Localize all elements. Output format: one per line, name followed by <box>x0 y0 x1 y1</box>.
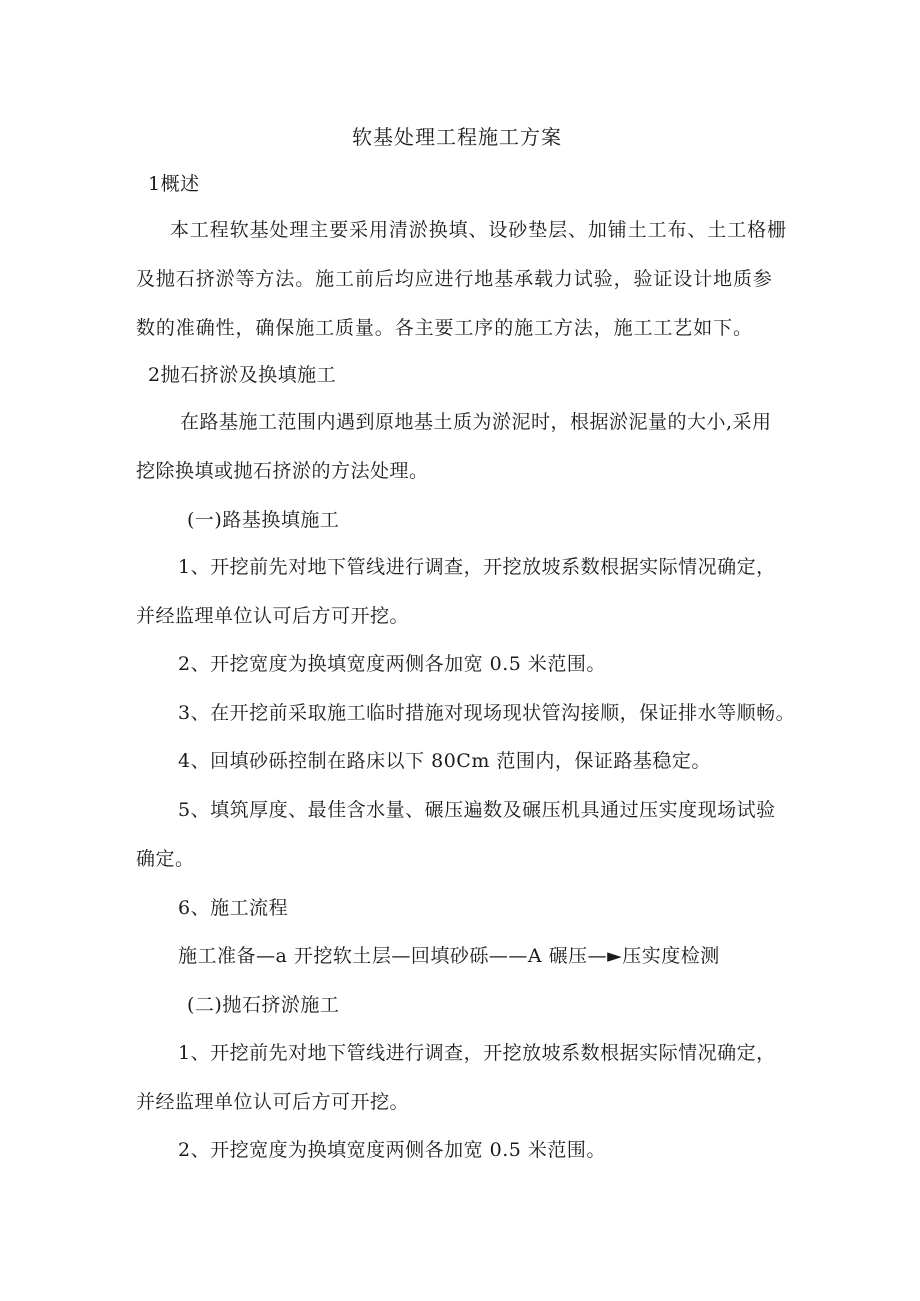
subsection-1-item-4: 4、回填砂砾控制在路床以下 80Cm 范围内，保证路基稳定。 <box>178 750 711 772</box>
subsection-2-item-1-line-2: 并经监理单位认可后方可开挖。 <box>136 1091 410 1113</box>
subsection-1-item-1-line-1: 1、开挖前先对地下管线进行调查，开挖放坡系数根据实际情况确定， <box>178 556 776 578</box>
document-title: 软基处理工程施工方案 <box>352 125 562 149</box>
section-1-heading: 1概述 <box>148 173 200 195</box>
subsection-2-heading: (二)抛石挤淤施工 <box>187 994 340 1016</box>
subsection-1-item-2: 2、开挖宽度为换填宽度两侧各加宽 0.5 米范围。 <box>178 653 606 675</box>
subsection-1-heading: (一)路基换填施工 <box>187 509 340 531</box>
section-2-heading: 2抛石挤淤及换填施工 <box>148 364 337 386</box>
subsection-1-item-5-line-2: 确定。 <box>136 848 195 870</box>
subsection-1-item-3: 3、在开挖前采取施工临时措施对现场现状管沟接顺，保证排水等顺畅。 <box>178 702 796 724</box>
subsection-1-item-6: 6、施工流程 <box>178 897 289 919</box>
section-2-intro-line-1: 在路基施工范围内遇到原地基土质为淤泥时，根据淤泥量的大小,采用 <box>180 411 772 433</box>
section-2-intro-line-2: 挖除换填或抛石挤淤的方法处理。 <box>136 460 429 482</box>
subsection-2-item-2: 2、开挖宽度为换填宽度两侧各加宽 0.5 米范围。 <box>178 1139 606 1161</box>
subsection-1-item-5-line-1: 5、填筑厚度、最佳含水量、碾压遍数及碾压机具通过压实度现场试验 <box>178 799 776 821</box>
subsection-2-item-1-line-1: 1、开挖前先对地下管线进行调查，开挖放坡系数根据实际情况确定， <box>178 1042 776 1064</box>
section-1-paragraph-line-2: 及抛石挤淤等方法。施工前后均应进行地基承载力试验，验证设计地质参 <box>136 268 773 290</box>
construction-flow: 施工准备—a 开挖软土层—回填砂砾——A 碾压—►压实度检测 <box>178 945 720 967</box>
subsection-1-item-1-line-2: 并经监理单位认可后方可开挖。 <box>136 605 410 627</box>
section-1-paragraph-line-3: 数的准确性，确保施工质量。各主要工序的施工方法，施工工艺如下。 <box>136 317 753 339</box>
section-1-paragraph-line-1: 本工程软基处理主要采用清淤换填、设砂垫层、加铺土工布、土工格栅 <box>170 219 787 241</box>
